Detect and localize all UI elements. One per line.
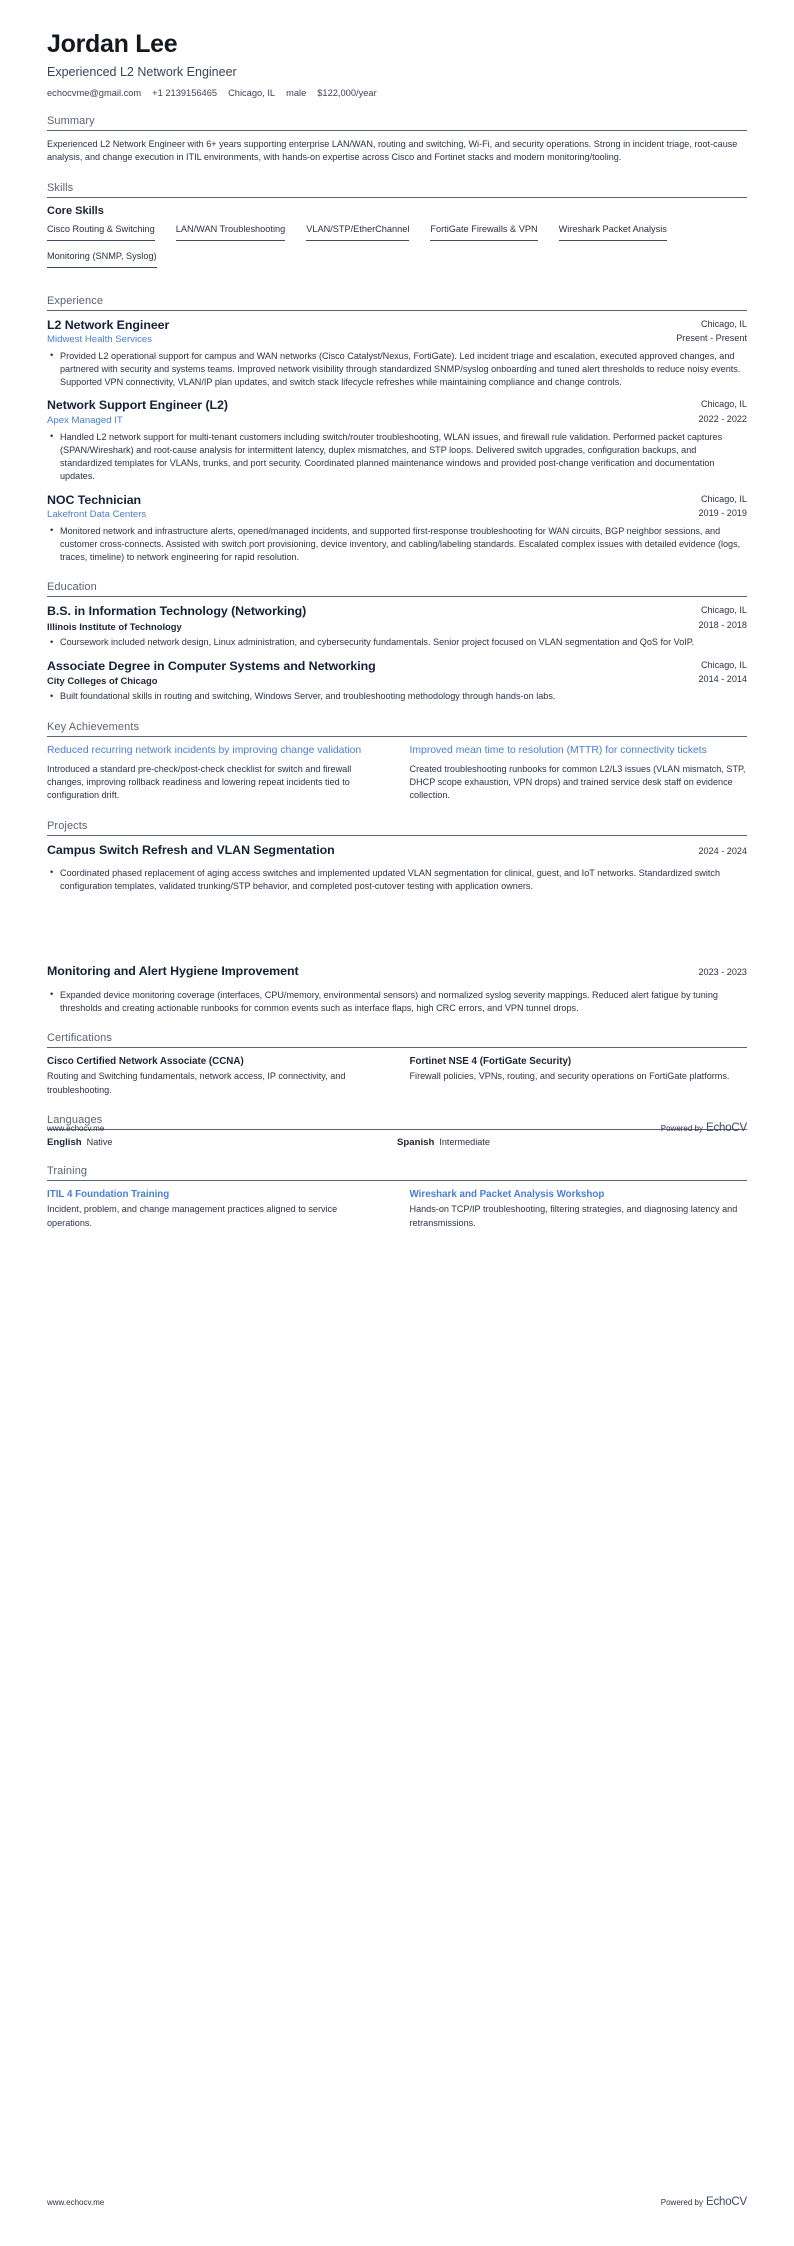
section-projects-continued: [47, 964, 747, 1015]
job-bullets: [47, 431, 747, 484]
certification-item: [47, 1055, 385, 1097]
education-bullet: • Built foundational skills in routing and switching, Windows Server, and troubleshooting methodology through hands-on labs.: [60, 690, 747, 703]
page-break-spacer: [47, 902, 747, 964]
section-divider: [47, 197, 747, 198]
job-date-range: 2022 - 2022: [698, 413, 747, 424]
section-divider: [47, 596, 747, 597]
school-date-range: 2018 - 2018: [698, 619, 747, 630]
language-level: Intermediate: [439, 1137, 490, 1148]
school-location: Chicago, IL: [700, 659, 747, 670]
job-title: NOC Technician: [47, 492, 142, 507]
education-bullets: [47, 690, 747, 703]
project-title: Campus Switch Refresh and VLAN Segmentation: [47, 842, 335, 857]
job-title: Network Support Engineer (L2): [47, 398, 228, 413]
section-skills: [47, 182, 747, 278]
section-projects: [47, 820, 747, 894]
page-footer: [47, 2196, 747, 2208]
school-name: Illinois Institute of Technology: [47, 620, 182, 632]
certification-title: Cisco Certified Network Associate (CCNA): [47, 1056, 244, 1068]
footer-powered-by: [661, 2196, 747, 2208]
project-bullet: • Expanded device monitoring coverage (interfaces, CPU/memory, environmental sensors) and normalized syslog severity mappings. Reduced alert fatigue by tuning thresholds and creating actionable runbooks for common events such as interface flaps, high CRC errors, and VPN tunnel drops.: [60, 989, 747, 1016]
job-date-range: 2019 - 2019: [698, 507, 747, 518]
school-date-range: 2014 - 2014: [698, 673, 747, 684]
job-bullets: [47, 525, 747, 565]
job-bullet: • Provided L2 operational support for campus and WAN networks (Cisco Catalyst/Nexus, FortiGate). Led incident triage and escalation, executed approved changes, and partnered with security and systems teams. Improved network visibility through standardized SNMP/syslog onboarding and tuned alert thresholds to reduce noisy events. Supported VPN connectivity, VLAN/IP plan updates, and switch stack lifecycle refreshes while maintaining compliance and change controls.: [60, 350, 747, 390]
certification-title: Fortinet NSE 4 (FortiGate Security): [409, 1056, 572, 1068]
section-divider: [47, 736, 747, 737]
professional-headline: Experienced L2 Network Engineer: [47, 64, 237, 79]
section-title-training: Training: [47, 1165, 88, 1178]
footer-powered-label: Powered by: [660, 2198, 703, 2207]
achievement-description: Introduced a standard pre-check/post-check checklist for switch and firewall changes, improving rollback readiness and lowering repeat incidents tied to configuration drift.: [47, 763, 352, 801]
skill-item: FortiGate Firewalls & VPN: [430, 224, 537, 241]
certification-description: Routing and Switching fundamentals, network access, IP connectivity, and troubleshooting.: [47, 1071, 346, 1095]
job-title: L2 Network Engineer: [47, 317, 170, 332]
footer-brand: EchoCV: [706, 2196, 747, 2208]
skill-item: Cisco Routing & Switching: [47, 224, 155, 241]
training-item: [410, 1188, 748, 1230]
language-level: Native: [86, 1137, 113, 1148]
footer-url[interactable]: www.echocv.me: [47, 1124, 105, 1133]
project-bullets: [47, 867, 747, 894]
job-bullet: • Handled L2 network support for multi-tenant customers including switch/router troubleshooting, WLAN issues, and firewall rule validation. Performed packet captures (SPAN/Wireshark) and root-cause analysis for intermittent latency, duplex mismatches, and STP loops. Delivered switch upgrades, configuration backups, and standardized templates for VLANs, trunks, and port security. Coordinated planned maintenance windows and provided post-change verification and documentation updates.: [60, 431, 747, 484]
contact-location: Chicago, IL: [228, 88, 276, 98]
contact-email[interactable]: echocvme@gmail.com: [47, 88, 142, 98]
section-title-languages: Languages: [47, 1114, 103, 1127]
contact-phone[interactable]: +1 2139156465: [152, 88, 218, 98]
language-item: [47, 1137, 397, 1148]
experience-entry: [47, 493, 747, 565]
section-summary: [47, 115, 747, 165]
section-certifications: [47, 1032, 747, 1097]
project-date-range: 2023 - 2023: [698, 967, 747, 978]
language-name: English: [47, 1137, 82, 1149]
section-divider: [47, 1047, 747, 1048]
project-bullets: [47, 989, 747, 1016]
certification-item: [410, 1055, 748, 1097]
certification-description: Firewall policies, VPNs, routing, and security operations on FortiGate platforms.: [409, 1071, 730, 1082]
company-name[interactable]: Midwest Health Services: [47, 333, 153, 345]
section-title-projects: Projects: [47, 819, 88, 832]
summary-text: Experienced L2 Network Engineer with 6+ years supporting enterprise LAN/WAN, routing and switching, Wi-Fi, and security operations. Strong in incident triage, root-cause analysis, and change execution in ITIL environments, with hands-on expertise across Cisco and Fortinet stacks and modern monitoring/tooling.: [47, 139, 738, 163]
footer-powered-label: Powered by: [660, 1124, 703, 1133]
achievement-description: Created troubleshooting runbooks for common L2/L3 issues (VLAN mismatch, STP, DHCP scope exhaustion, VPN drops) and trained service desk staff on evidence collection.: [409, 763, 746, 801]
job-location: Chicago, IL: [700, 399, 747, 410]
training-title[interactable]: ITIL 4 Foundation Training: [47, 1189, 170, 1201]
language-list: [47, 1137, 747, 1148]
training-description: Incident, problem, and change management practices aligned to service operations.: [47, 1204, 338, 1228]
skill-list: [47, 224, 747, 278]
project-entry: [47, 843, 747, 894]
school-location: Chicago, IL: [700, 605, 747, 616]
section-training: [47, 1165, 747, 1230]
project-entry: [47, 964, 747, 1015]
section-title-certifications: Certifications: [47, 1032, 112, 1045]
training-description: Hands-on TCP/IP troubleshooting, filtering strategies, and diagnosing latency and retransmissions.: [409, 1204, 738, 1228]
skill-item: VLAN/STP/EtherChannel: [306, 224, 409, 241]
experience-entry: [47, 398, 747, 483]
degree-title: Associate Degree in Computer Systems and Networking: [47, 658, 376, 673]
section-key-achievements: [47, 721, 747, 803]
school-name: City Colleges of Chicago: [47, 674, 158, 686]
certification-list: [47, 1055, 747, 1097]
achievement-item: [410, 744, 748, 803]
achievement-title: Improved mean time to resolution (MTTR) for connectivity tickets: [409, 744, 707, 756]
section-divider: [47, 1180, 747, 1181]
section-title-experience: Experience: [47, 294, 104, 307]
skill-item: LAN/WAN Troubleshooting: [176, 224, 285, 241]
company-name[interactable]: Lakefront Data Centers: [47, 508, 147, 520]
page-title: Jordan Lee: [47, 30, 178, 58]
section-divider: [47, 835, 747, 836]
project-title: Monitoring and Alert Hygiene Improvement: [47, 964, 299, 979]
degree-title: B.S. in Information Technology (Networking): [47, 604, 307, 619]
job-bullet: • Monitored network and infrastructure alerts, opened/managed incidents, and supported first-response troubleshooting for WAN circuits, BGP neighbor sessions, and customer cross-connects. Assisted with switch port provisioning, device inventory, and cabling/labeling standards. Escalated complex issues with detailed evidence (logs, traces, timeline) to network engineering for rapid resolution.: [60, 525, 747, 565]
company-name[interactable]: Apex Managed IT: [47, 414, 123, 426]
section-title-summary: Summary: [47, 115, 95, 127]
job-location: Chicago, IL: [700, 318, 747, 329]
experience-entry: [47, 318, 747, 390]
project-date-range: 2024 - 2024: [698, 845, 747, 856]
project-bullet: • Coordinated phased replacement of aging access switches and implemented updated VLAN segmentation for clinical, guest, and IoT networks. Standardized switch configuration templates, validated trunking/STP behavior, and completed post-cutover testing with application owners.: [60, 867, 747, 894]
skill-group-title: Core Skills: [47, 204, 104, 217]
language-name: Spanish: [397, 1137, 435, 1149]
resume-header: [47, 0, 747, 98]
language-item: [397, 1137, 747, 1148]
section-title-education: Education: [47, 581, 97, 594]
training-list: [47, 1188, 747, 1230]
training-title[interactable]: Wireshark and Packet Analysis Workshop: [409, 1189, 605, 1201]
footer-url[interactable]: www.echocv.me: [47, 2198, 105, 2207]
education-bullets: [47, 636, 747, 649]
job-location: Chicago, IL: [700, 493, 747, 504]
achievement-list: [47, 744, 747, 803]
contact-gender: male: [286, 88, 307, 98]
achievement-title: Reduced recurring network incidents by improving change validation: [47, 744, 362, 756]
skill-item: Wireshark Packet Analysis: [559, 224, 667, 241]
section-title-skills: Skills: [47, 181, 74, 194]
education-entry: [47, 604, 747, 649]
education-entry: [47, 659, 747, 704]
job-bullets: [47, 350, 747, 390]
education-bullet: • Coursework included network design, Linux administration, and cybersecurity fundamentals. Senior project focused on VLAN segmentation and QoS for VoIP.: [60, 636, 747, 649]
footer-brand: EchoCV: [706, 1122, 747, 1134]
training-item: [47, 1188, 385, 1230]
section-divider: [47, 130, 747, 131]
skill-item: Monitoring (SNMP, Syslog): [47, 251, 157, 268]
footer-powered-by: [661, 1122, 747, 1134]
page-footer: [47, 1122, 747, 1134]
section-experience: [47, 295, 747, 565]
section-title-key-achievements: Key Achievements: [47, 720, 140, 733]
achievement-item: [47, 744, 385, 803]
section-education: [47, 581, 747, 703]
contact-salary: $122,000/year: [317, 88, 377, 98]
job-date-range: Present - Present: [676, 332, 747, 343]
section-divider: [47, 310, 747, 311]
contact-info: [47, 88, 747, 98]
